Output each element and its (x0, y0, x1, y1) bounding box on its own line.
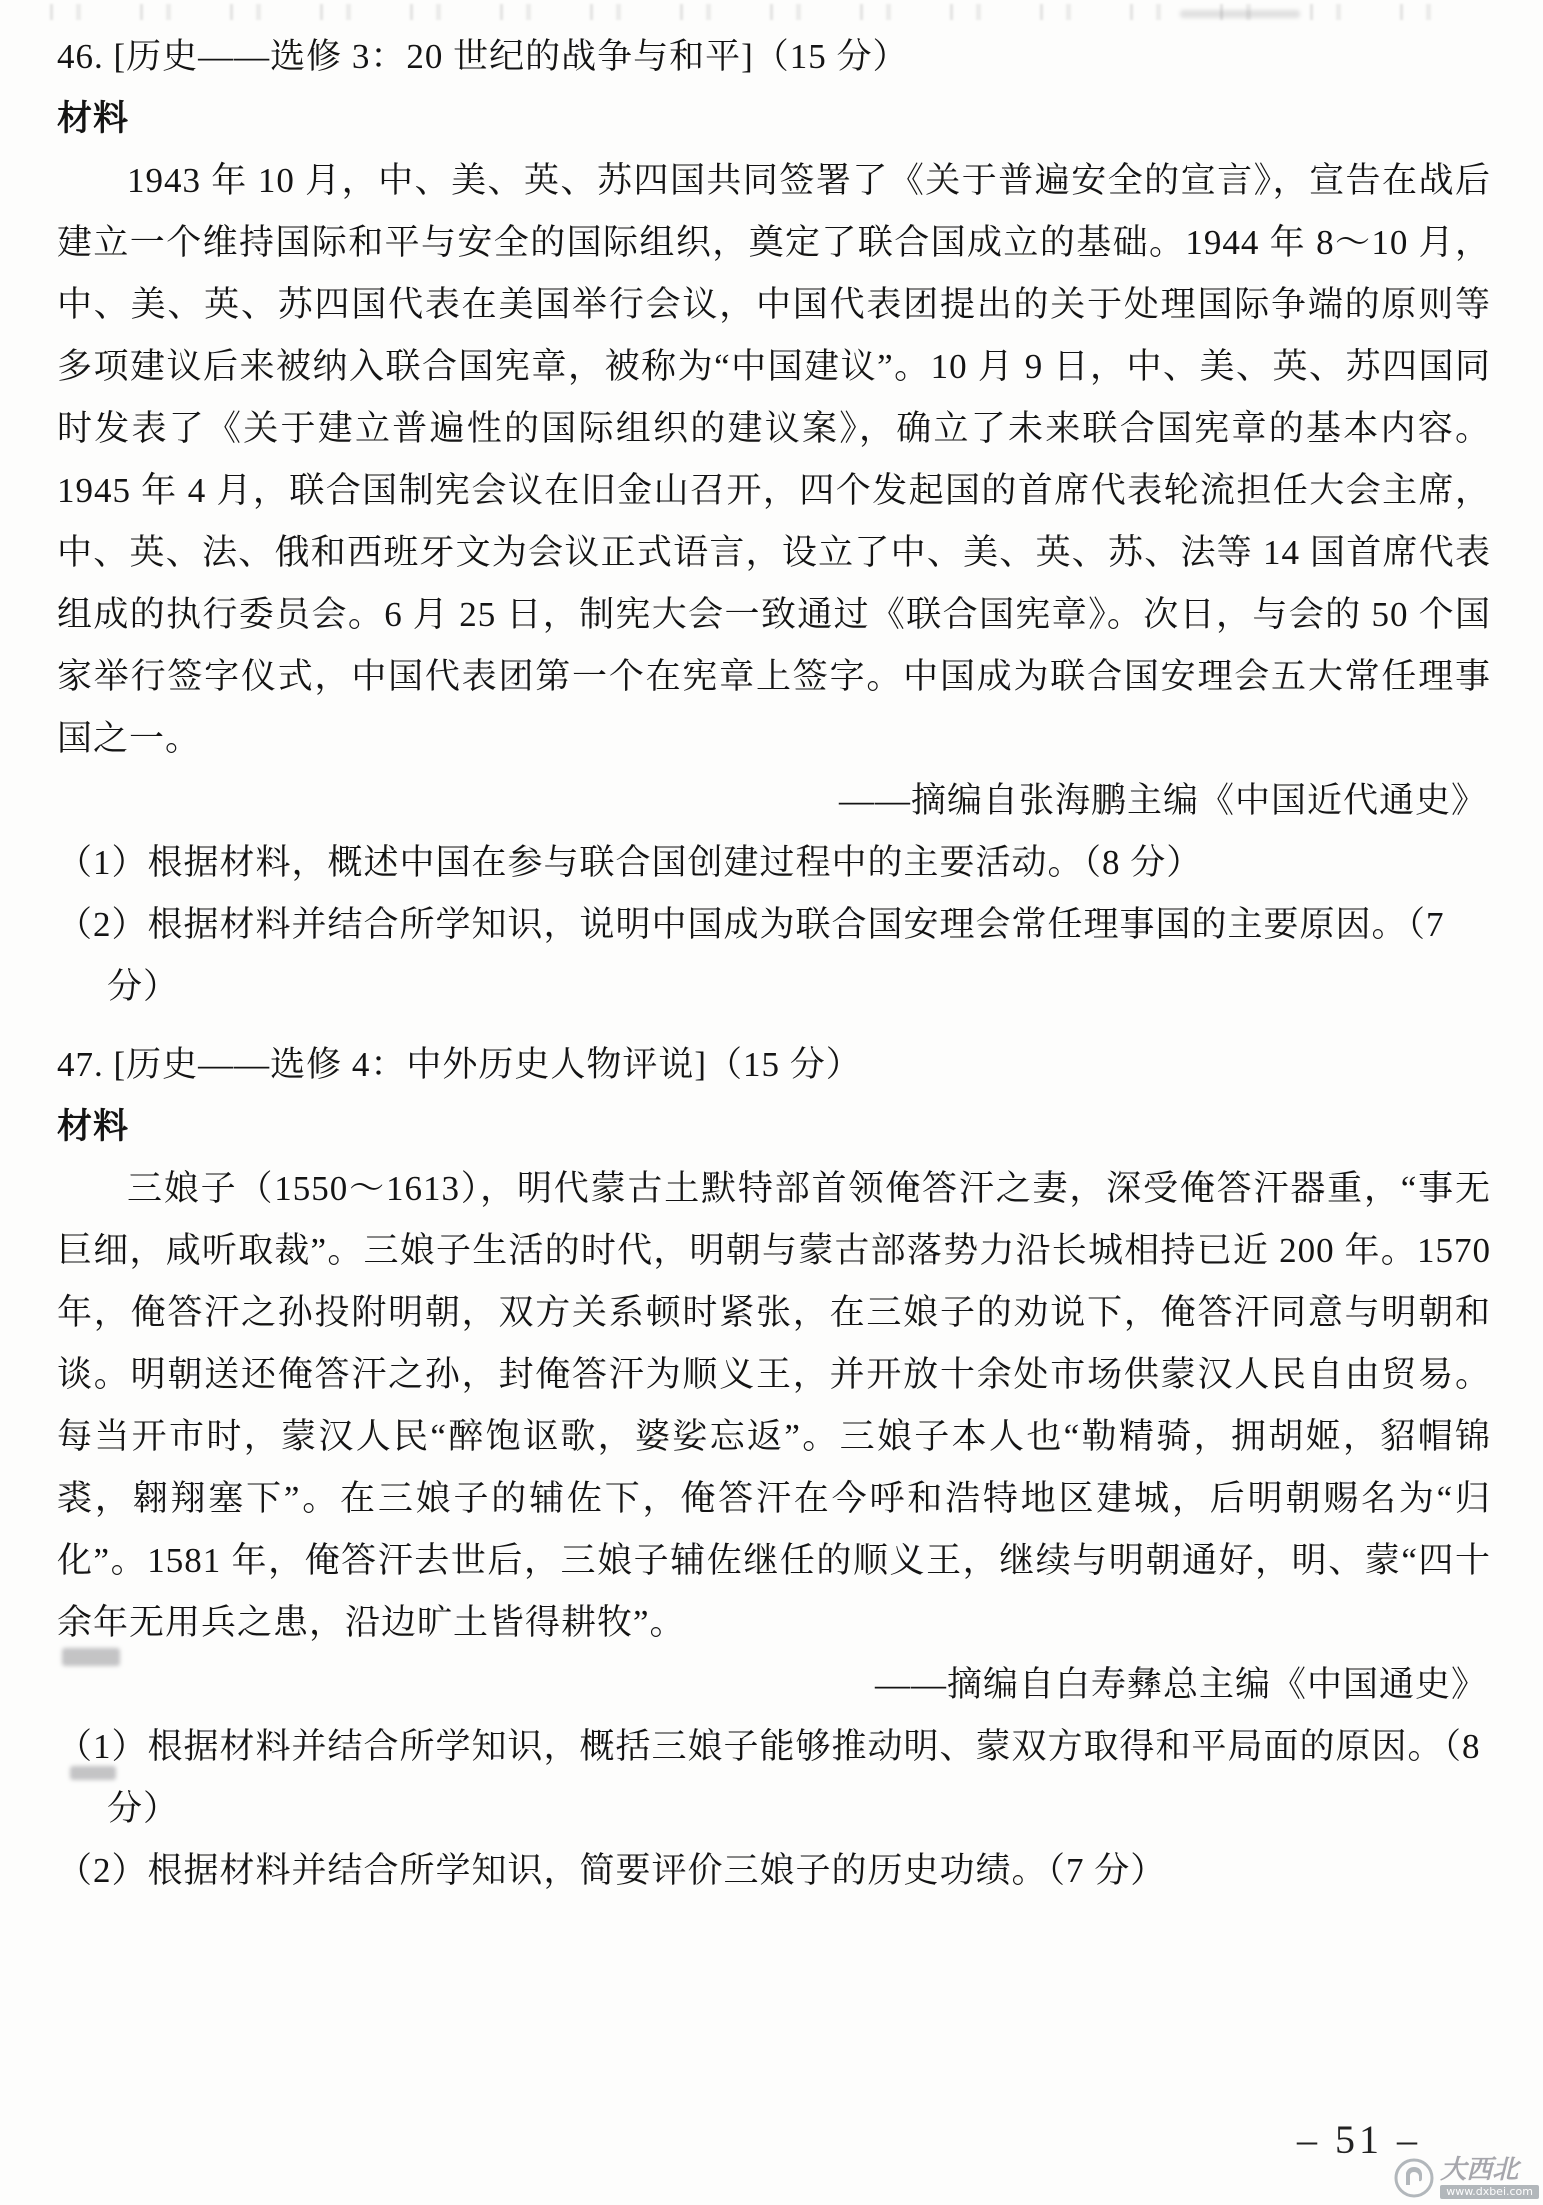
question-47-material-paragraph: 三娘子（1550～1613），明代蒙古土默特部首领俺答汗之妻，深受俺答汗器重，“事无巨细，咸听取裁”。三娘子生活的时代，明朝与蒙古部落势力沿长城相持已近 200 年。1570 年，俺答汗之孙投附明朝，双方关系顿时紧张，在三娘子的劝说下，俺答汗同意与明朝和谈。明朝送还俺答汗之孙，封俺答汗为顺义王，并开放十余处市场供蒙汉人民自由贸易。每当开市时，蒙汉人民“醉饱讴歌，婆娑忘返”。三娘子本人也“勒精骑，拥胡姬，貂帽锦裘，翱翔塞下”。在三娘子的辅佐下，俺答汗在今呼和浩特地区建城，后明朝赐名为“归化”。1581 年，俺答汗去世后，三娘子辅佐继任的顺义王，继续与明朝通好，明、蒙“四十余年无用兵之患，沿边旷土皆得耕牧”。 (57, 1169, 1491, 1642)
question-46-section (57, 26, 1491, 1018)
question-47-section (57, 1034, 1491, 1902)
watermark-text (1440, 2157, 1539, 2199)
question-46-header: 46. [历史——选修 3：20 世纪的战争与和平]（15 分） (57, 37, 909, 76)
question-46-source-attribution: ——摘编自张海鹏主编《中国近代通史》 (838, 781, 1487, 820)
watermark-site-url: www.dxbei.com (1440, 2185, 1539, 2199)
question-47-header: 47. [历史——选修 4：中外历史人物评说]（15 分） (57, 1045, 862, 1084)
page-number: – 51 – (1297, 2117, 1421, 2162)
question-47-subquestion-1: （1）根据材料并结合所学知识，概括三娘子能够推动明、蒙双方取得和平局面的原因。（8 分） (57, 1727, 1481, 1828)
exam-page (57, 26, 1491, 1902)
question-46-material-label: 材料 (57, 99, 130, 139)
elephant-logo-icon (1394, 2158, 1434, 2198)
question-46-subquestion-1: （1）根据材料，概述中国在参与联合国创建过程中的主要活动。（8 分） (57, 843, 1203, 882)
question-47-material-label: 材料 (57, 1107, 130, 1147)
question-46-material-paragraph: 1943 年 10 月，中、美、英、苏四国共同签署了《关于普遍安全的宣言》，宣告在战后建立一个维持国际和平与安全的国际组织，奠定了联合国成立的基础。1944 年 8～10 月，中、美、英、苏四国代表在美国举行会议，中国代表团提出的关于处理国际争端的原则等多项建议后来被纳入联合国宪章，被称为“中国建议”。10 月 9 日，中、美、英、苏四国同时发表了《关于建立普遍性的国际组织的建议案》，确立了未来联合国宪章的基本内容。1945 年 4 月，联合国制宪会议在旧金山召开，四个发起国的首席代表轮流担任大会主席，中、英、法、俄和西班牙文为会议正式语言，设立了中、美、英、苏、法等 14 国首席代表组成的执行委员会。6 月 25 日，制宪大会一致通过《联合国宪章》。次日，与会的 50 个国家举行签字仪式，中国代表团第一个在宪章上签字。中国成为联合国安理会五大常任理事国之一。 (57, 161, 1491, 758)
question-46-subquestion-2: （2）根据材料并结合所学知识，说明中国成为联合国安理会常任理事国的主要原因。（7 分） (57, 905, 1445, 1006)
watermark-site-name: 大西北 (1440, 2155, 1519, 2185)
site-watermark (1394, 2157, 1539, 2199)
question-47-subquestion-2: （2）根据材料并结合所学知识，简要评价三娘子的历史功绩。（7 分） (57, 1851, 1167, 1890)
question-47-source-attribution: ——摘编自白寿彝总主编《中国通史》 (874, 1665, 1487, 1704)
scan-smudge (1180, 10, 1300, 18)
